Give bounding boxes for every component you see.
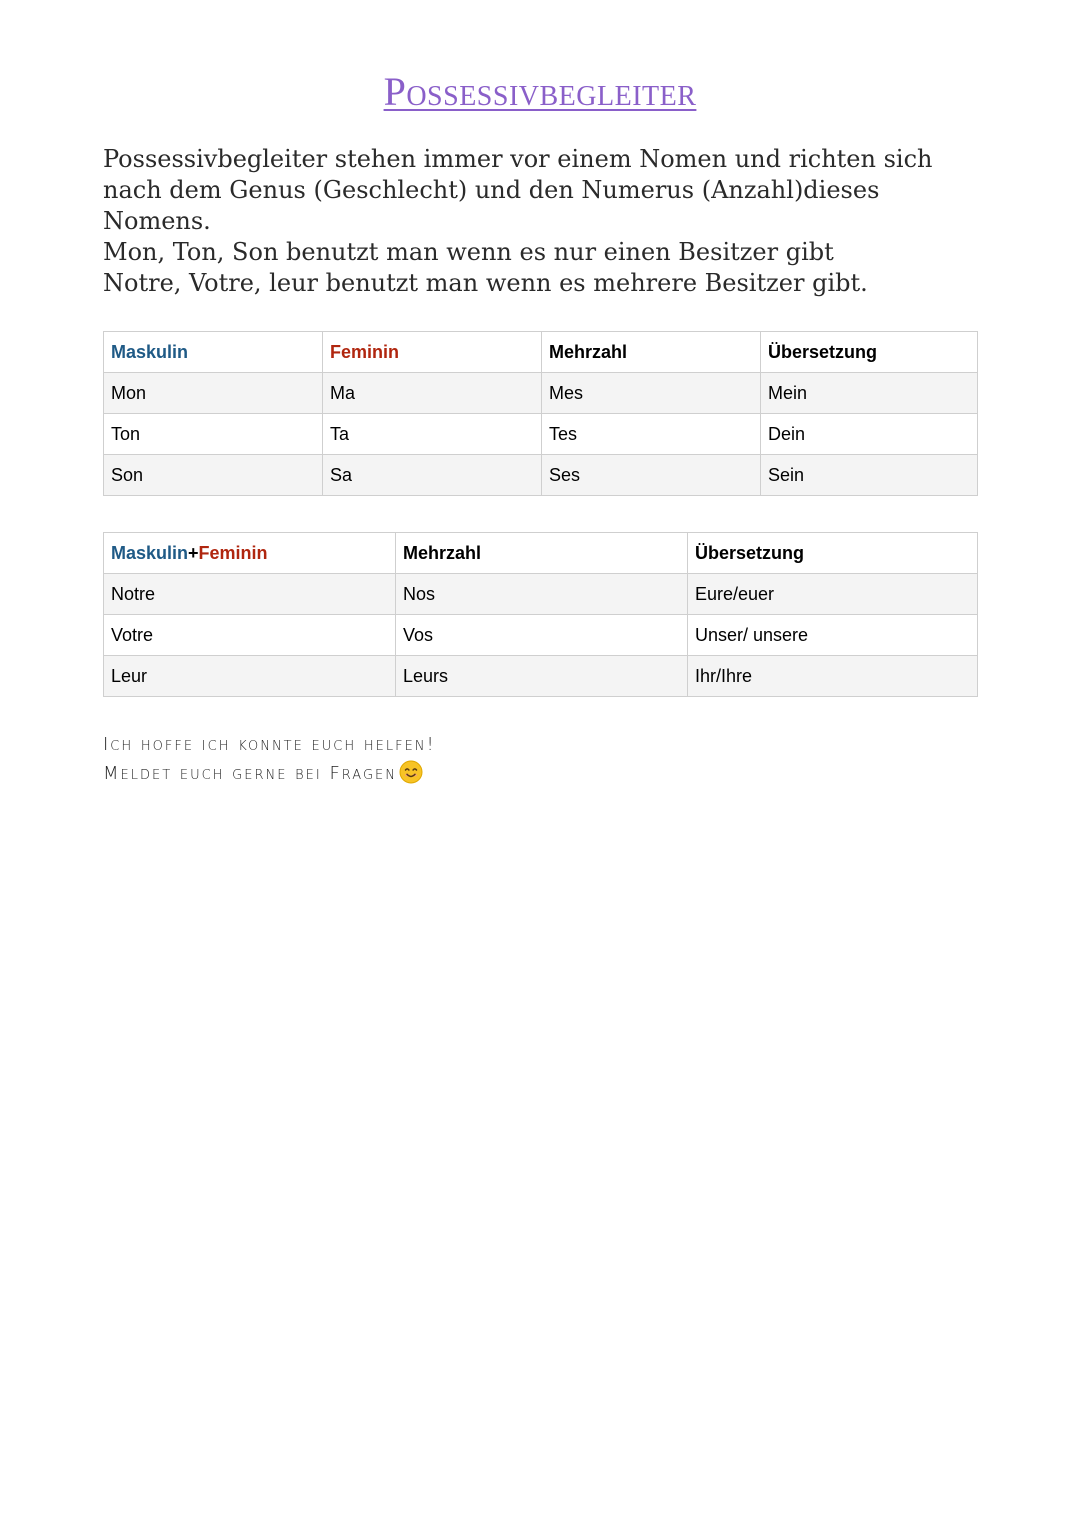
table-cell: Dein <box>761 414 978 455</box>
smiling-face-icon <box>399 760 423 784</box>
header-maskulin-part: Maskulin <box>111 542 189 563</box>
header-feminin-part: Feminin <box>198 542 268 563</box>
intro-rule-single-owner: Mon, Ton, Son benutzt man wenn es nur einen Besitzer gibt <box>103 238 834 266</box>
table-row <box>104 414 978 455</box>
page-title-text: Possessivbegleiter <box>383 69 697 114</box>
table-cell: Vos <box>396 615 688 656</box>
singular-owner-table <box>103 331 978 496</box>
header-plus-sign: + <box>188 542 199 563</box>
header-feminin: Feminin <box>323 332 542 373</box>
intro-paragraph: Possessivbegleiter stehen immer vor einem Nomen und richten sich nach dem Genus (Geschlecht) und den Numerus (Anzahl)dieses Nomens. <box>103 145 933 235</box>
table-row <box>104 574 978 615</box>
table-cell: Eure/euer <box>688 574 978 615</box>
table-cell: Ma <box>323 373 542 414</box>
table-cell: Ses <box>542 455 761 496</box>
table-cell: Sein <box>761 455 978 496</box>
table-cell: Sa <box>323 455 542 496</box>
header-maskulin: Maskulin <box>104 332 323 373</box>
page-title <box>0 68 1080 115</box>
table-cell: Leurs <box>396 656 688 697</box>
table-cell: Notre <box>104 574 396 615</box>
header-mehrzahl: Mehrzahl <box>542 332 761 373</box>
table-cell: Votre <box>104 615 396 656</box>
table-cell: Ton <box>104 414 323 455</box>
table-cell: Nos <box>396 574 688 615</box>
table-header-row <box>104 533 978 574</box>
header-mehrzahl: Mehrzahl <box>396 533 688 574</box>
table-row <box>104 615 978 656</box>
table-row <box>104 656 978 697</box>
table-cell: Mon <box>104 373 323 414</box>
closing-note <box>103 730 436 788</box>
closing-line-2-wrapper <box>103 759 436 788</box>
table-cell: Leur <box>104 656 396 697</box>
closing-line-1: Ich hoffe ich konnte euch helfen! <box>103 734 436 755</box>
table-cell: Mes <box>542 373 761 414</box>
table-cell: Unser/ unsere <box>688 615 978 656</box>
table-cell: Ihr/Ihre <box>688 656 978 697</box>
intro-text <box>103 144 983 299</box>
closing-line-2: Meldet euch gerne bei Fragen <box>103 763 397 784</box>
table-header-row <box>104 332 978 373</box>
header-uebersetzung: Übersetzung <box>688 533 978 574</box>
intro-rule-multiple-owners: Notre, Votre, leur benutzt man wenn es mehrere Besitzer gibt. <box>103 269 868 297</box>
table-cell: Son <box>104 455 323 496</box>
table-cell: Ta <box>323 414 542 455</box>
header-maskulin-feminin <box>104 533 396 574</box>
table-cell: Mein <box>761 373 978 414</box>
plural-owner-table <box>103 532 978 697</box>
table-row <box>104 373 978 414</box>
table-cell: Tes <box>542 414 761 455</box>
table-row <box>104 455 978 496</box>
header-uebersetzung: Übersetzung <box>761 332 978 373</box>
